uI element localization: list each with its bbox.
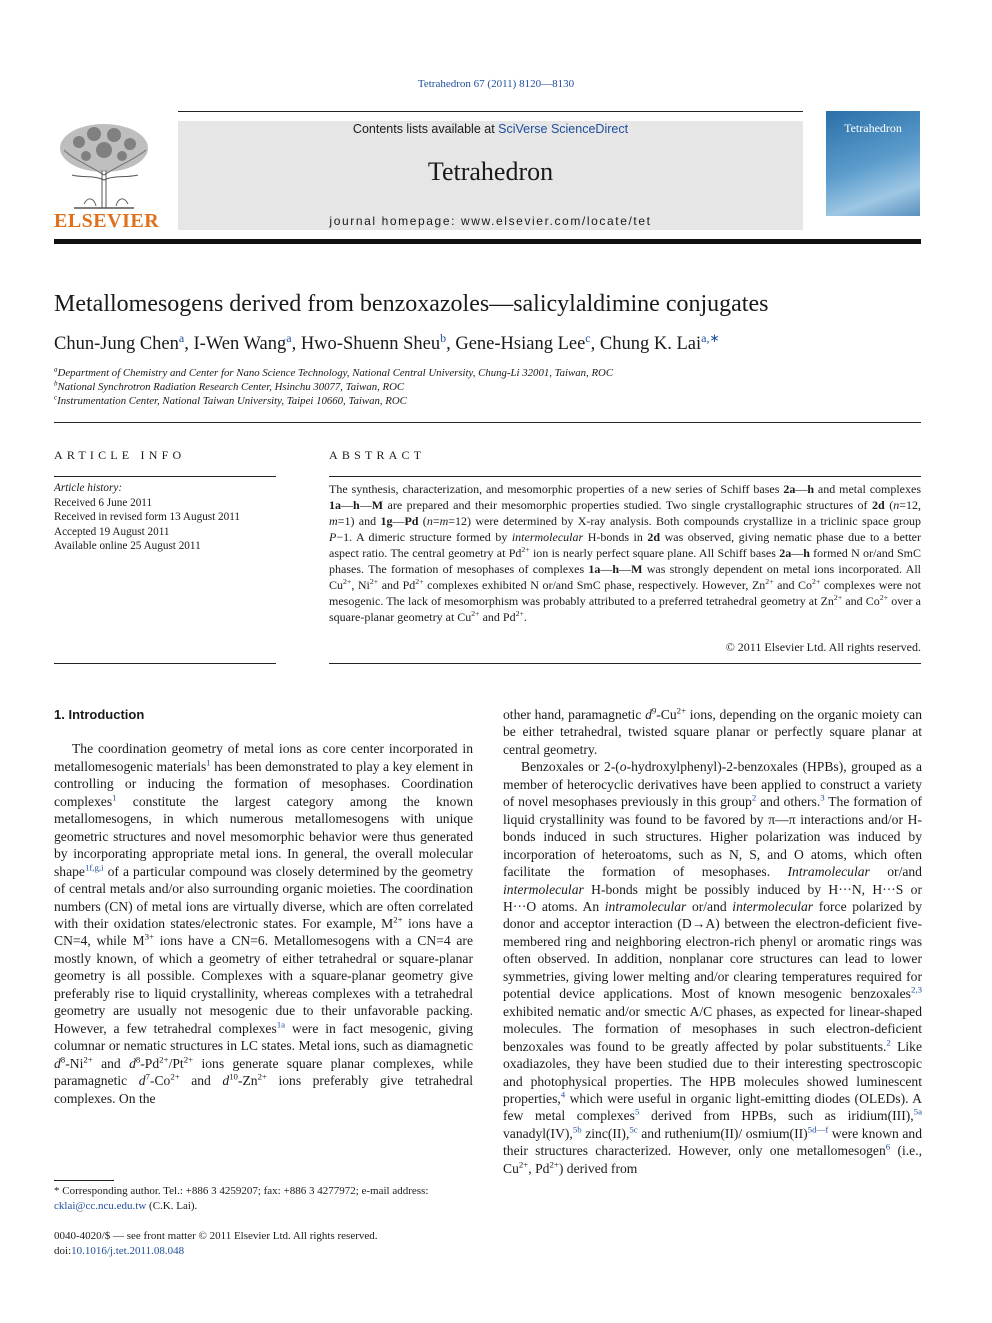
- history-online: Available online 25 August 2011: [54, 540, 201, 552]
- publisher-wordmark: ELSEVIER: [54, 210, 160, 232]
- abstract-rule: [329, 476, 921, 477]
- author-list: Chun-Jung Chen$^a$, I-Wen Wang$^a$, Hwo-Shuenn Sheu$^b$, Gene-Hsiang Lee$^c$, Chung K. Lai$^{a,∗}$: [54, 330, 720, 354]
- history-revised: Received in revised form 13 August 2011: [54, 511, 241, 523]
- abstract-heading: ABSTRACT: [329, 448, 426, 462]
- history-received: Received 6 June 2011: [54, 496, 153, 509]
- header-bottom-rule: [54, 239, 921, 244]
- doi-link[interactable]: 10.1016/j.tet.2011.08.048: [71, 1244, 185, 1257]
- journal-cover-thumbnail[interactable]: [826, 111, 920, 230]
- intro-paragraph-2: Benzoxales or 2-(o-hydroxylphenyl)-2-benzoxales (HPBs), grouped as a member of heterocyclic derivatives have been applied to construct a variety of novel mesophases previously in this group$^2$ and others.$^3$ The formation of liquid crystallinity was found to be favored by π—π interactions and/or H-bonds induced in such structures. Higher polarization was induced by incorporation of heteroatoms, such as N, S, and O atoms, which often facilitate the formation of mesophases. Intramolecular or/and intermolecular H-bonds might be possibly induced by H···N, H···S or H···O atoms. An intramolecular or/and intermolecular force polarized by donor and acceptor interaction (D→A) between the electron-deficient five-membered ring and neighboring electron-rich phenyl or aromatic rings was often observed. In addition, nonplanar core structures can lead to lower symmetries, giving lower melting and/or clearing temperatures required for potential device applications. Most of known mesogenic benzoxales$^{2,3}$ exhibited nematic and/or smectic A/C phases, as expected for linear-shaped molecules. The formation of mesophases in such electron-deficient benzoxales was found to be greatly affected by polar substituents.$^2$ Like oxadiazoles, they have been studied due to their interesting spectroscopic and photophysical properties. The HPB molecules showed luminescent properties,$^4$ which were useful in organic light-emitting diodes (OLEDs). A few metal complexes$^5$ derived from HPBs, such as iridium(III),$^{5a}$ vanadyl(IV),$^{5b}$ zinc(II),$^{5c}$ and ruthenium(II)/ osmium(II)$^{5d—f}$ were known and their structures characterized. However, only one metallomesogen$^6$ (i.e., $Cu^{2+}$, $Pd^{2+}$) derived from: [503, 759, 923, 1176]
- history-accepted: Accepted 19 August 2011: [54, 525, 170, 538]
- intro-paragraph-continued: other hand, paramagnetic $d^9-Cu^{2+}$ ions, depending on the organic moiety can be either tetrahedral, twisted square planar or perfectly square planar at central geometry.: [503, 705, 922, 757]
- doi-line: doi:10.1016/j.tet.2011.08.048: [54, 1244, 185, 1257]
- body-left-column: [54, 706, 473, 1107]
- front-matter-info: [54, 1229, 473, 1258]
- issn-line: 0040-4020/$ — see front matter © 2011 Elsevier Ltd. All rights reserved.: [54, 1230, 378, 1242]
- contents-line: [178, 122, 803, 136]
- article-history: [54, 481, 276, 554]
- affiliations: [54, 366, 934, 409]
- affiliation-c: $^c$Instrumentation Center, National Taiwan University, Taipei 10660, Taiwan, ROC: [54, 393, 407, 408]
- cover-title: Tetrahedron: [844, 121, 902, 135]
- abstract-text: The synthesis, characterization, and mesomorphic properties of a new series of Schiff bases 2a—h and metal complexes 1a—h—M are prepared and their mesomorphic properties studied. Two single crystallographic structures of 2d (n=12, m=1) and 1g—Pd (n=m=12) were determined by X-ray analysis. Both compounds crystallize in a triclinic space group P−1. A dimeric structure formed by intermolecular H-bonds in 2d was observed, giving nematic phase due to a better aspect ratio. The central geometry at $Pd^{2+}$ ion is nearly perfect square plane. All Schiff bases 2a—h formed N or/and SmC phases. The formation of mesophases of complexes 1a—h—M was strongly dependent on metal ions incorporated. All $Cu^{2+}$, $Ni^{2+}$ and $Pd^{2+}$ complexes exhibited N or/and SmC phase, respectively. However, $Zn^{2+}$ and $Co^{2+}$ complexes were not mesogenic. The lack of mesomorphism was probably attributed to a preferred tetrahedral geometry at $Zn^{2+}$ and $Co^{2+}$ over a square-planar geometry at $Cu^{2+}$ and $Pd^{2+}$.: [329, 482, 922, 624]
- journal-name: Tetrahedron: [427, 157, 554, 186]
- abstract-copyright: © 2011 Elsevier Ltd. All rights reserved.: [725, 640, 921, 654]
- sciencedirect-link[interactable]: SciVerse ScienceDirect: [498, 122, 629, 136]
- article-info-bottom-rule: [54, 663, 276, 664]
- elsevier-tree-logo-icon: [54, 120, 154, 210]
- journal-homepage[interactable]: journal homepage: www.elsevier.com/locate/tet: [329, 214, 652, 228]
- journal-citation[interactable]: Tetrahedron 67 (2011) 8120—8130: [417, 78, 575, 90]
- article-info-heading: ARTICLE INFO: [54, 448, 186, 462]
- contents-prefix: Contents lists available at: [352, 122, 499, 136]
- body-right-column: [503, 706, 922, 1177]
- article-info-rule: [54, 476, 276, 477]
- affiliation-b: $^b$National Synchrotron Radiation Research Center, Hsinchu 30077, Taiwan, ROC: [54, 379, 405, 394]
- abstract-bottom-rule: [329, 663, 921, 664]
- cover-band: [826, 216, 920, 230]
- affiliation-a: $^a$Department of Chemistry and Center for Nano Science Technology, National Central University, Chung-Li 32001, Taiwan, ROC: [54, 365, 614, 379]
- article-title: Metallomesogens derived from benzoxazoles—salicylaldimine conjugates: [54, 291, 769, 317]
- footnote-rule: [54, 1180, 114, 1181]
- intro-paragraph-1: The coordination geometry of metal ions as core center incorporated in metallomesogenic materials$^1$ has been demonstrated to play a key element in controlling or inducing the formation of mesophases. Coordination complexes$^1$ constitute the largest category among the known metallomesogens, in which numerous metallomesogens with unique geometric structures and novel mesomorphic behavior were thus generated by incorporating appropriate metal ions. In general, the overall molecular shape$^{1f,g,i}$ of a particular compound was closely determined by the geometry of central metals and/or also surrounding organic moieties. The coordination numbers (CN) of metal ions are virtually diverse, which are often correlated with their oxidation states/electronic states. For example, $M^{2+}$ ions have a CN=4, while $M^{3+}$ ions have a CN=6. Metallomesogens with a CN=4 are mostly known, of which a geometry of either tetrahedral or square-planar geometry is all possible. Complexes with a square-planar geometry give preferably rise to liquid crystallinity, whereas complexes with a tetrahedral geometry are usually not mesogenic due to their unfavorable packing. However, a few tetrahedral complexes$^{1a}$ were in fact mesogenic, giving columnar or nematic structures in LC states. Metal ions, such as diamagnetic $d^8-Ni^{2+}$ and $d^8-Pd^{2+}/Pt^{2+}$ ions generate square planar complexes, while paramagnetic $d^7-Co^{2+}$ and $d^{10}-Zn^{2+}$ ions preferably give tetrahedral complexes. On the: [54, 741, 473, 1106]
- affiliation-rule: [54, 422, 921, 423]
- history-label: Article history:: [54, 482, 123, 494]
- header-top-rule: [178, 111, 803, 112]
- corresponding-author-footnote: * Corresponding author. Tel.: +886 3 4259207; fax: +886 3 4277972; e-mail address: cklai@cc.ncu.edu.tw (C.K. Lai).: [54, 1185, 429, 1212]
- section-heading-introduction: 1. Introduction: [54, 707, 145, 722]
